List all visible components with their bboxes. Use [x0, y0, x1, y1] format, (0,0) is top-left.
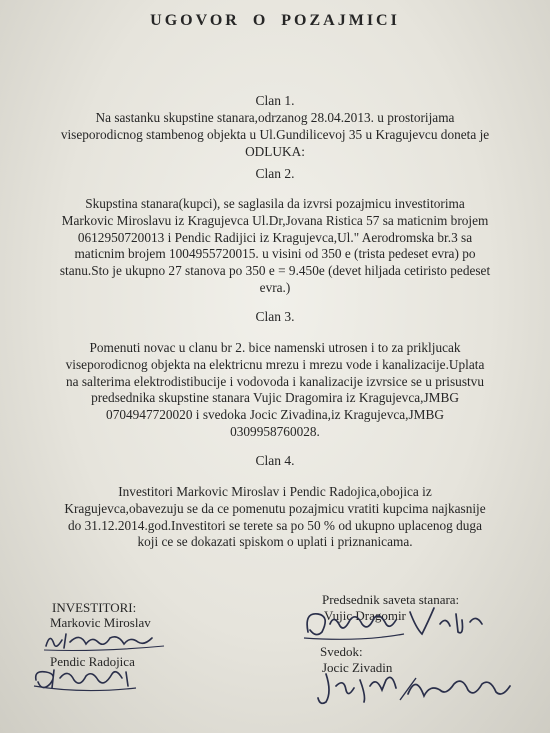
text-line: 0309958760028. [230, 423, 320, 439]
president-heading: Predsednik saveta stanara: [322, 592, 460, 607]
text-line: do 31.12.2014.god.Investitori se terete sa po 50 % od ukupno uplacenog duga [68, 517, 482, 533]
investors-heading: INVESTITORI: [52, 600, 137, 615]
witness-name: Jocic Zivadin [322, 660, 393, 675]
article-4-heading: Clan 4. [255, 453, 295, 468]
witness-signature [312, 666, 522, 710]
text-line: koji ce se dokazati spiskom o uplati i priznanicama. [137, 534, 413, 550]
text-line: viseporodicnog objekta na elektricnu mrezu i mrezu vode i kanalizacije.Uplata [65, 356, 485, 372]
text-line: Investitori Markovic Miroslav i Pendic Radojica,obojica iz [118, 484, 432, 499]
document-title: UGOVOR O POZAJMICI [150, 12, 400, 29]
text-line: viseporodicnog stambenog objekta u Ul.Gundilicevoj 35 u Kragujevcu doneta je [60, 126, 490, 142]
article-1-heading: Clan 1. [255, 93, 295, 108]
article-2-heading: Clan 2. [255, 166, 295, 181]
text-line: evra.) [259, 279, 291, 295]
president-signature [300, 602, 490, 646]
text-line: Kragujevca,obavezuju se da ce pomenutu pozajmicu vratiti kupcima najkasnije [64, 500, 486, 516]
text-line: Pomenuti novac u clanu br 2. bice namenski utrosen i to za prikljucak [89, 340, 461, 355]
article-1-text [38, 110, 512, 160]
text-line: Na sastanku skupstine stanara,odrzanog 28.04.2013. u prostorijama [95, 110, 455, 125]
text-line: 0704947720020 i svedoka Jocic Zivadina,iz Kragujevca,JMBG [106, 407, 444, 423]
witness-heading: Svedok: [320, 644, 363, 659]
text-line: na salterima elektrodistibucije i vodovoda i kanalizacije izvrsice se u prisustvu [66, 373, 484, 389]
text-line: Markovic Miroslavu iz Kragujevca Ul.Dr,Jovana Ristica 57 sa maticnim brojem [61, 212, 489, 228]
investor-2-name: Pendic Radojica [50, 654, 135, 669]
article-3-text [38, 340, 512, 441]
text-line: maticnim brojem 1004955720015. u visini od 350 e (trista pedeset evra) po [74, 246, 476, 262]
text-line: 0612950720013 i Pendic Radijici iz Kragujevca,Ul." Aerodromska br.3 sa [77, 229, 473, 245]
text-line: stanu.Sto je ukupno 27 stanova po 350 e = 9.450e (devet hiljada cetiristo pedeset [59, 263, 491, 279]
article-3-heading: Clan 3. [255, 309, 295, 324]
text-line: predsednika skupstine stanara Vujic Dragomira iz Kragujevca,JMBG [91, 390, 459, 406]
investor-2-signature [32, 664, 142, 694]
investor-1-signature [40, 626, 170, 654]
investor-1-name: Markovic Miroslav [50, 615, 151, 630]
text-line: ODLUKA: [245, 143, 305, 159]
article-4-text [38, 484, 512, 551]
article-2-text [38, 196, 512, 297]
text-line: Skupstina stanara(kupci), se saglasila da izvrsi pozajmicu investitorima [85, 196, 465, 211]
president-name: Vujic Dragomir [324, 608, 406, 623]
